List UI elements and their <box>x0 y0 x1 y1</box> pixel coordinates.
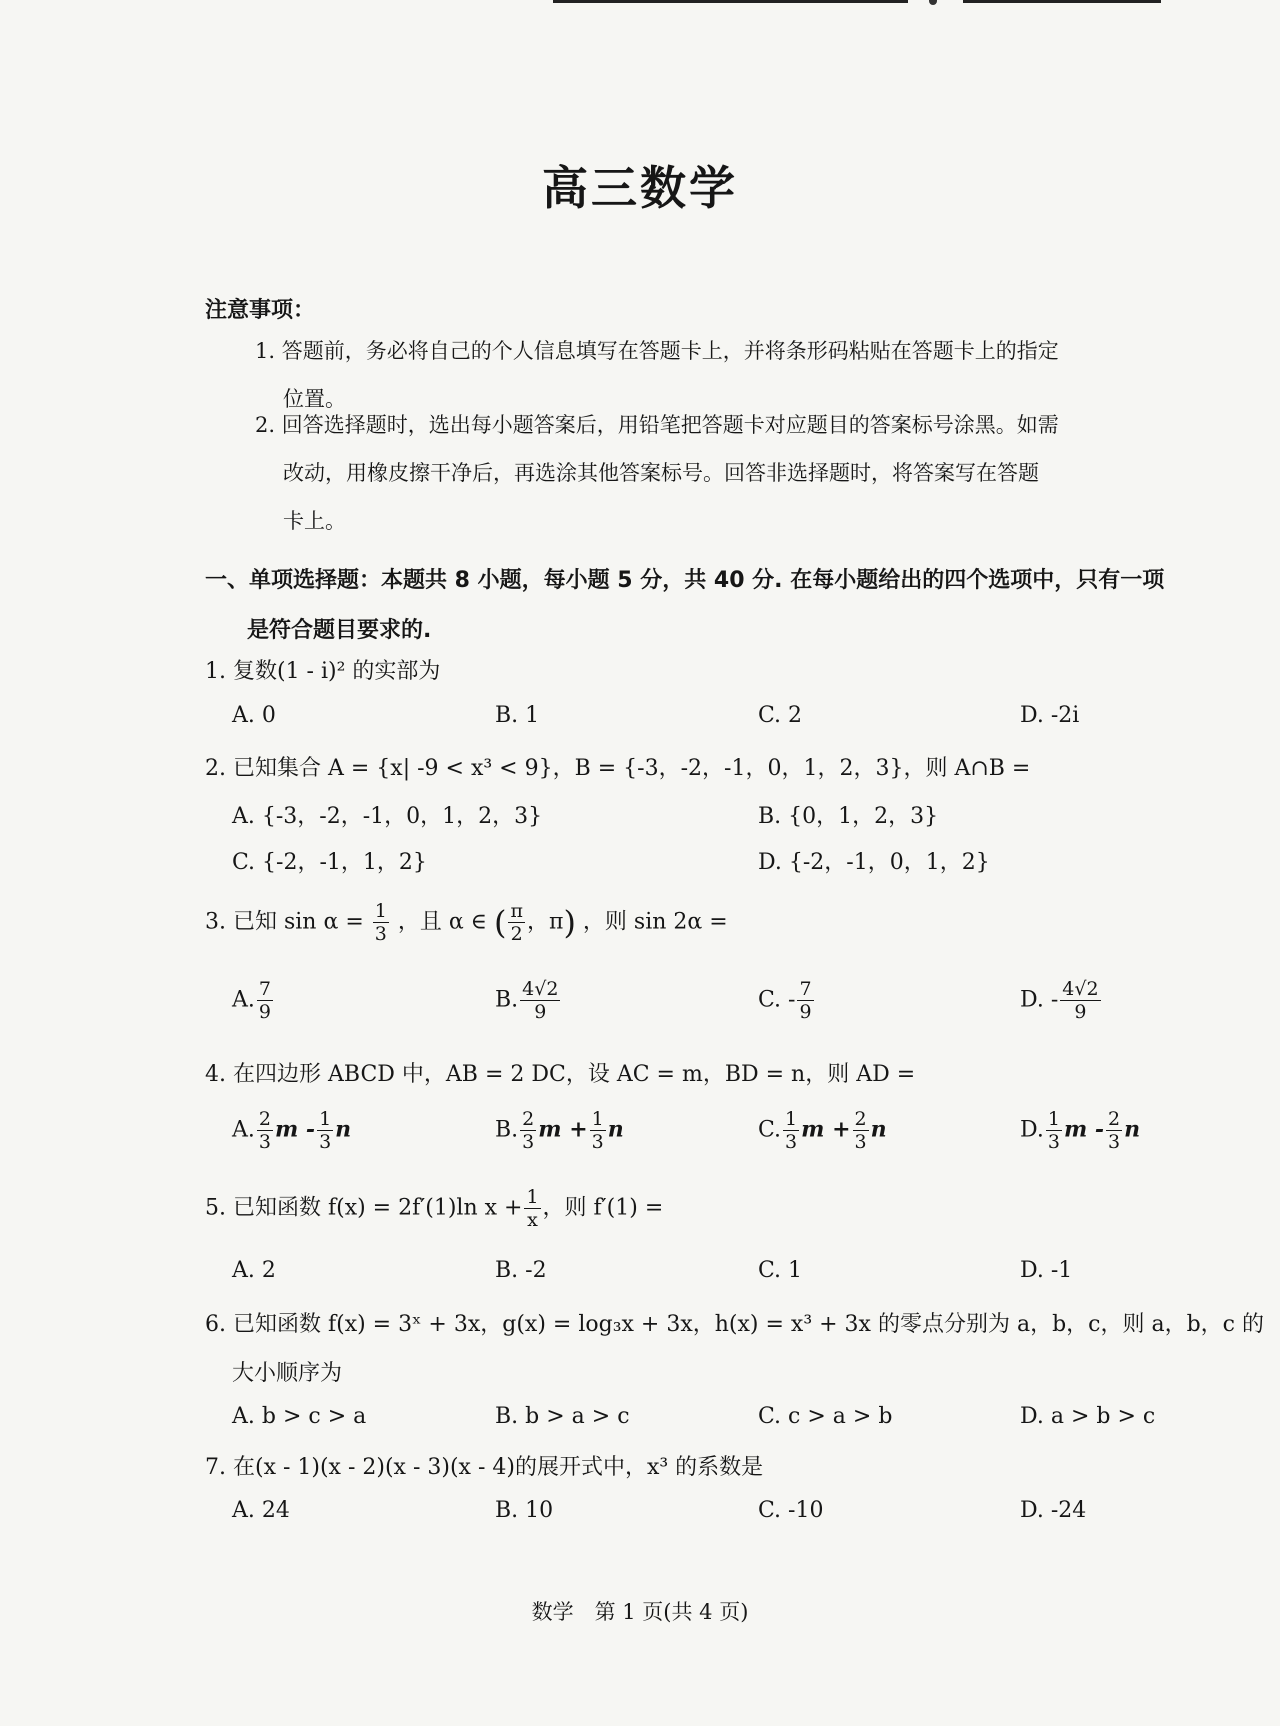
option-term: n <box>335 1116 352 1143</box>
section-heading-line1: 一、单项选择题：本题共 8 小题，每小题 5 分，共 40 分. 在每小题给出的四个选项中，只有一项 <box>205 568 1165 593</box>
fraction-denominator: 2 <box>510 923 523 945</box>
fraction-numerator: 2 <box>1108 1108 1121 1130</box>
question-5-option-a: A. 2 <box>232 1258 276 1283</box>
notice-item-1-line1: 1. 答题前，务必将自己的个人信息填写在答题卡上，并将条形码粘贴在答题卡上的指定 <box>255 339 1059 363</box>
page-footer: 数学 第 1 页(共 4 页) <box>531 1600 749 1624</box>
top-border-line <box>963 0 1161 3</box>
question-6-option-d: D. a > b > c <box>1020 1404 1156 1429</box>
option-fraction <box>257 978 273 1023</box>
question-7-option-d: D. -24 <box>1020 1498 1087 1523</box>
question-3-stem-post: ，则 sin 2α = <box>582 909 728 935</box>
notice-item-2-line2: 改动，用橡皮擦干净后，再选涂其他答案标号。回答非选择题时，将答案写在答题 <box>283 461 1039 485</box>
question-3-stem-mid: ，且 α ∈ <box>397 909 487 935</box>
left-paren: ( <box>493 903 507 942</box>
fraction-denominator: 3 <box>522 1131 535 1153</box>
question-3-stem <box>205 900 728 945</box>
fraction-numerator: 4√2 <box>522 978 559 1000</box>
question-4-option-d <box>1020 1108 1140 1153</box>
question-2-option-d: D. {-2，-1，0，1，2} <box>758 850 990 875</box>
question-4-option-b <box>495 1108 624 1153</box>
option-fraction <box>520 1108 536 1153</box>
fraction-denominator: 3 <box>1108 1131 1121 1153</box>
fraction-numerator: 1 <box>319 1108 332 1130</box>
fraction-denominator: 3 <box>854 1131 867 1153</box>
question-3-option-c <box>758 978 816 1023</box>
fraction-denominator: 3 <box>374 923 387 945</box>
option-label: C. <box>758 1117 782 1143</box>
question-5-option-d: D. -1 <box>1020 1258 1073 1283</box>
question-5-option-c: C. 1 <box>758 1258 803 1283</box>
fraction-numerator: 2 <box>522 1108 535 1130</box>
question-7-option-b: B. 10 <box>495 1498 554 1523</box>
fraction-numerator: 2 <box>854 1108 867 1130</box>
question-2-stem: 2. 已知集合 A = {x| -9 < x³ < 9}，B = {-3，-2，-1，0，1，2，3}，则 A∩B = <box>205 756 1031 781</box>
fraction-numerator: 1 <box>374 900 387 922</box>
option-term: m + <box>801 1116 851 1143</box>
fraction-denominator: x <box>527 1209 538 1231</box>
fraction-denominator: 3 <box>258 1131 271 1153</box>
page-title: 高三数学 <box>542 161 738 215</box>
option-term: m - <box>274 1116 316 1143</box>
fraction-numerator: 1 <box>785 1108 798 1130</box>
question-3-option-a <box>232 978 275 1023</box>
option-term: n <box>1124 1116 1141 1143</box>
question-5-stem <box>205 1186 663 1231</box>
question-6-stem-line2: 大小顺序为 <box>232 1361 343 1386</box>
fraction-denominator: 9 <box>799 1001 812 1023</box>
option-label: D. <box>1020 1117 1044 1143</box>
top-border-dot <box>929 0 937 5</box>
option-label: A. <box>232 1117 255 1143</box>
question-6-stem-line1: 6. 已知函数 f(x) = 3ˣ + 3x，g(x) = log₃x + 3x，h(x) = x³ + 3x 的零点分别为 a，b，c，则 a，b，c 的 <box>205 1312 1264 1337</box>
option-fraction <box>1060 978 1100 1023</box>
question-7-option-c: C. -10 <box>758 1498 824 1523</box>
question-4-option-a <box>232 1108 351 1153</box>
question-2-option-c: C. {-2，-1，1，2} <box>232 850 427 875</box>
fraction-denominator: 3 <box>1047 1131 1060 1153</box>
option-fraction <box>590 1108 606 1153</box>
fraction-numerator: 7 <box>799 978 812 1000</box>
option-label: B. <box>495 1117 519 1143</box>
question-1-option-d: D. -2i <box>1020 703 1080 728</box>
question-5-fraction <box>524 1186 540 1231</box>
question-1-option-b: B. 1 <box>495 703 540 728</box>
option-fraction <box>797 978 813 1023</box>
option-label: A. <box>232 987 255 1013</box>
section-heading-line2: 是符合题目要求的. <box>247 618 432 643</box>
option-term: n <box>870 1116 887 1143</box>
question-7-stem: 7. 在(x - 1)(x - 2)(x - 3)(x - 4)的展开式中，x³ 的系数是 <box>205 1455 764 1480</box>
fraction-numerator: 4√2 <box>1062 978 1099 1000</box>
notice-heading: 注意事项： <box>205 298 316 323</box>
option-term: n <box>607 1116 624 1143</box>
option-term: m + <box>538 1116 588 1143</box>
question-3-interval-end: ，π <box>526 909 564 935</box>
question-1-option-a: A. 0 <box>232 703 276 728</box>
fraction-numerator: 7 <box>258 978 271 1000</box>
question-3-option-b <box>495 978 562 1023</box>
section-heading <box>205 556 1205 656</box>
question-5-option-b: B. -2 <box>495 1258 547 1283</box>
option-label: B. <box>495 987 519 1013</box>
question-6-option-a: A. b > c > a <box>232 1404 367 1429</box>
right-paren: ) <box>563 903 576 942</box>
question-4-option-c <box>758 1108 887 1153</box>
question-4-stem: 4. 在四边形 ABCD 中，AB = 2 DC，设 AC = m，BD = n，则 AD = <box>205 1062 916 1087</box>
fraction-denominator: 3 <box>319 1131 332 1153</box>
option-fraction <box>1106 1108 1122 1153</box>
notice-item-2-line1: 2. 回答选择题时，选出每小题答案后，用铅笔把答题卡对应题目的答案标号涂黑。如需 <box>255 413 1059 437</box>
fraction-numerator: π <box>510 900 523 922</box>
fraction-denominator: 9 <box>1074 1001 1087 1023</box>
question-6-option-c: C. c > a > b <box>758 1404 893 1429</box>
fraction-numerator: 2 <box>258 1108 271 1130</box>
notice-item-2 <box>255 401 1205 545</box>
question-2-option-a: A. {-3，-2，-1，0，1，2，3} <box>232 804 543 829</box>
question-3-option-d <box>1020 978 1103 1023</box>
fraction-numerator: 1 <box>1047 1108 1060 1130</box>
question-5-stem-post: ，则 f′(1) = <box>542 1195 664 1221</box>
option-fraction <box>317 1108 333 1153</box>
option-label: D. - <box>1020 987 1059 1013</box>
question-3-fraction <box>373 900 389 945</box>
question-2-option-b: B. {0，1，2，3} <box>758 804 939 829</box>
question-1-stem: 1. 复数(1 - i)² 的实部为 <box>205 659 441 684</box>
question-1-option-c: C. 2 <box>758 703 803 728</box>
fraction-numerator: 1 <box>591 1108 604 1130</box>
question-3-stem-pre: 3. 已知 sin α = <box>205 909 364 935</box>
notice-item-2-line3: 卡上。 <box>283 509 346 533</box>
top-border-line <box>553 0 908 3</box>
fraction-denominator: 9 <box>534 1001 547 1023</box>
fraction-denominator: 3 <box>591 1131 604 1153</box>
question-6-option-b: B. b > a > c <box>495 1404 630 1429</box>
option-fraction <box>853 1108 869 1153</box>
question-5-stem-pre: 5. 已知函数 f(x) = 2f′(1)ln x + <box>205 1195 523 1221</box>
option-fraction <box>520 978 560 1023</box>
question-3-interval-fraction <box>508 900 525 945</box>
fraction-denominator: 3 <box>785 1131 798 1153</box>
fraction-denominator: 9 <box>258 1001 271 1023</box>
notice-item-1-line2: 位置。 <box>283 387 346 411</box>
option-fraction <box>257 1108 273 1153</box>
fraction-numerator: 1 <box>526 1186 539 1208</box>
option-fraction <box>783 1108 799 1153</box>
option-term: m - <box>1063 1116 1105 1143</box>
option-fraction <box>1046 1108 1062 1153</box>
question-7-option-a: A. 24 <box>232 1498 290 1523</box>
option-label: C. - <box>758 987 796 1013</box>
